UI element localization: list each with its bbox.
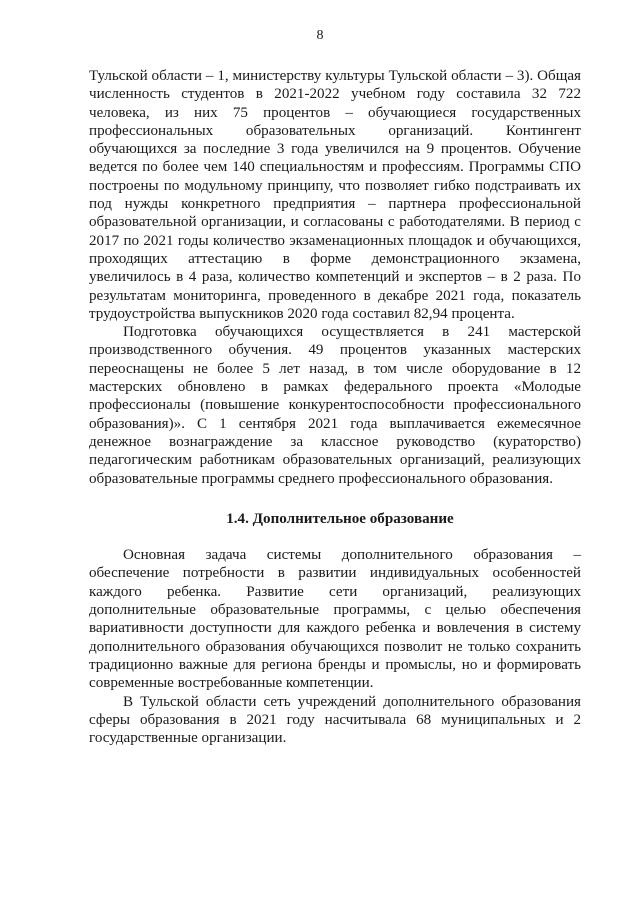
document-body (89, 67, 581, 747)
section-heading: 1.4. Дополнительное образование (226, 510, 454, 527)
paragraph-network: В Тульской области сеть учреждений дополнительного образования сферы образования в 2021 году насчитывала 68 муниципальных и 2 государственные организации. (89, 693, 581, 747)
paragraph-workshops: Подготовка обучающихся осуществляется в 241 мастерской производственного обучения. 49 процентов указанных мастерских переоснащены не более 5 лет назад, в том числе оборудование в 12 мастерских обновлено в рамках федерального проекта «Молодые профессионалы (повышение конкурентоспособности профессионального образования)». С 1 сентября 2021 года выплачивается ежемесячное денежное вознаграждение за классное руководство (кураторство) педагогическим работникам образовательных организаций, реализующих образовательные программы среднего профессионального образования. (89, 324, 581, 487)
page-number: 8 (316, 28, 324, 43)
paragraph-main-task: Основная задача системы дополнительного образования – обеспечение потребности в развитии индивидуальных особенностей каждого ребенка. Развитие сети организаций, реализующих дополнительные образовательные программы, с целью обеспечения вариативности доступности для каждого ребенка и вовлечения в систему дополнительного образования обучающихся позволит не только сохранить традиционно важные для региона бренды и промыслы, но и формировать современные востребованные компетенции. (89, 547, 581, 692)
paragraph-continuation: Тульской области – 1, министерству культуры Тульской области – 3). Общая численность студентов в 2021-2022 учебном году составила 32 722 человека, из них 75 процентов – обучающиеся государственных профессиональных образовательных организаций. Контингент обучающихся за последние 3 года увеличился на 9 процентов. Обучение ведется по более чем 140 специальностям и профессиям. Программы СПО построены по модульному принципу, что позволяет гибко подстраивать их под нужды конкретного предприятия – партнера профессиональной образовательной организации, и согласованы с работодателями. В период с 2017 по 2021 годы количество экзаменационных площадок и обучающихся, проходящих аттестацию в форме демонстрационного экзамена, увеличилось в 4 раза, количество компетенций и экспертов – в 2 раза. По результатам мониторинга, проведенного в декабре 2021 года, показатель трудоустройства выпускников 2020 года составил 82,94 процента. (89, 68, 581, 322)
